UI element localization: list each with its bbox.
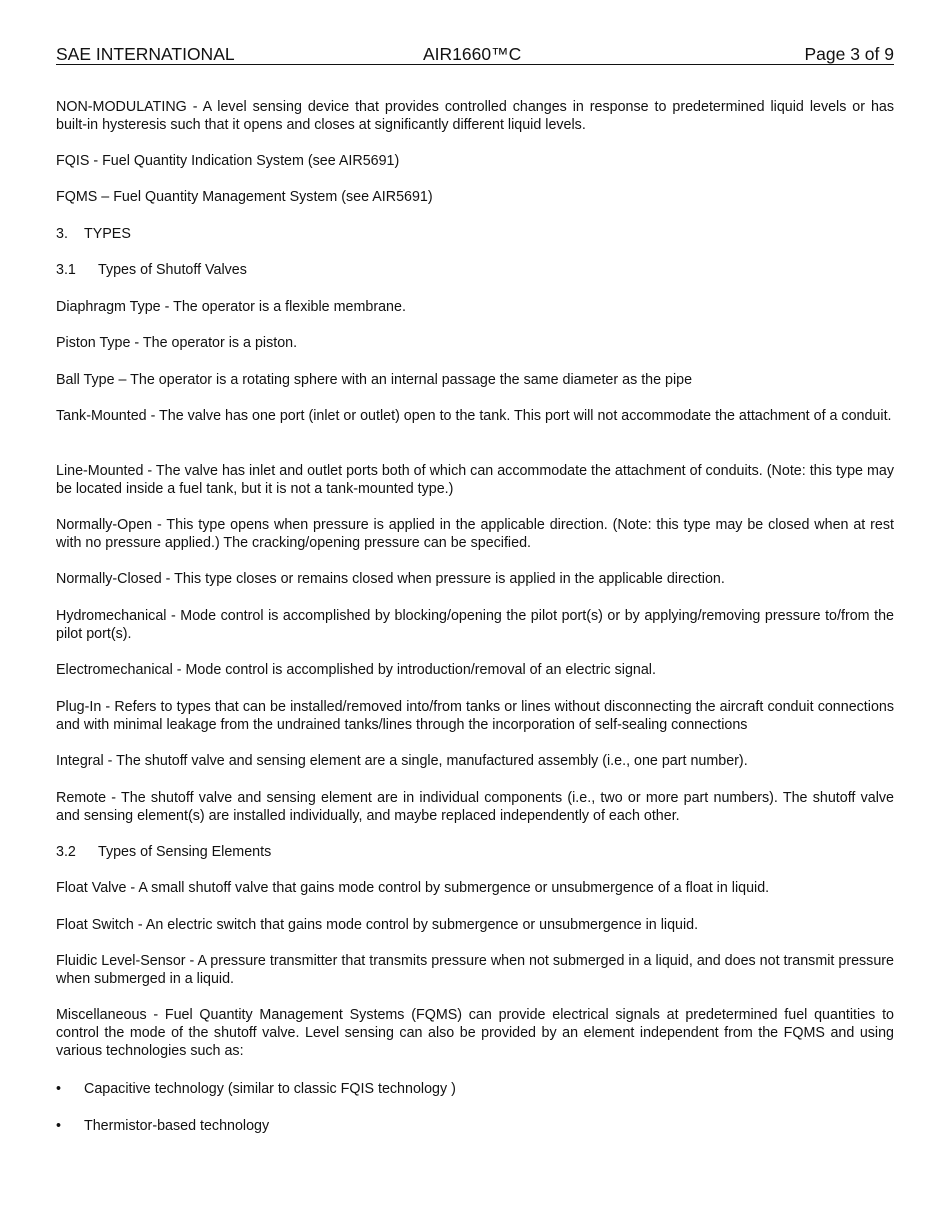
paragraph-fluidic-level-sensor: Fluidic Level-Sensor - A pressure transmitter that transmits pressure when not submerged in a liquid, and does not transmit pressure when submerged in a liquid.: [56, 953, 894, 987]
section-number: 3.: [56, 226, 68, 242]
subsection-number: 3.2: [56, 844, 76, 860]
subsection-title: Types of Sensing Elements: [98, 844, 272, 860]
paragraph-fqis: FQIS - Fuel Quantity Indication System (see AIR5691): [56, 153, 400, 169]
paragraph-electromechanical: Electromechanical - Mode control is accomplished by introduction/removal of an electric signal.: [56, 662, 656, 678]
bullet-icon: •: [56, 1081, 62, 1097]
header-organization: SAE INTERNATIONAL: [56, 44, 235, 64]
page-header: [56, 44, 894, 65]
section-title: TYPES: [84, 226, 131, 242]
paragraph-miscellaneous: Miscellaneous - Fuel Quantity Management Systems (FQMS) can provide electrical signals at predetermined fuel quantities to control the mode of the shutoff valve. Level sensing can also be provided by an element independent from the FQMS and using various technologies such as:: [56, 1007, 894, 1059]
paragraph-ball-type: Ball Type – The operator is a rotating sphere with an internal passage the same diameter as the pipe: [56, 372, 693, 388]
subsection-title: Types of Shutoff Valves: [98, 262, 247, 278]
paragraph-normally-open: Normally-Open - This type opens when pressure is applied in the applicable direction. (Note: this type may be closed when at rest with no pressure applied.) The cracking/opening pressure can be specified.: [56, 517, 894, 551]
paragraph-non-modulating: NON-MODULATING - A level sensing device that provides controlled changes in response to predetermined liquid levels or has built-in hysteresis such that it opens and closes at significantly different liquid levels.: [56, 99, 894, 133]
paragraph-plug-in: Plug-In - Refers to types that can be installed/removed into/from tanks or lines without disconnecting the aircraft conduit connections and with minimal leakage from the undrained tanks/lines through the incorporation of self-sealing connections: [56, 699, 894, 733]
header-page-number: Page 3 of 9: [804, 44, 894, 64]
paragraph-float-valve: Float Valve - A small shutoff valve that gains mode control by submergence or unsubmergence of a float in liquid.: [56, 880, 770, 896]
paragraph-fqms: FQMS – Fuel Quantity Management System (see AIR5691): [56, 189, 433, 205]
paragraph-normally-closed: Normally-Closed - This type closes or remains closed when pressure is applied in the applicable direction.: [56, 571, 725, 587]
paragraph-remote: Remote - The shutoff valve and sensing element are in individual components (i.e., two or more part numbers). The shutoff valve and sensing element(s) are installed individually, and maybe replaced independently of each other.: [56, 790, 894, 824]
paragraph-float-switch: Float Switch - An electric switch that gains mode control by submergence or unsubmergence in liquid.: [56, 917, 699, 933]
paragraph-piston-type: Piston Type - The operator is a piston.: [56, 335, 298, 351]
paragraph-integral: Integral - The shutoff valve and sensing element are a single, manufactured assembly (i.e., one part number).: [56, 753, 748, 769]
paragraph-hydromechanical: Hydromechanical - Mode control is accomplished by blocking/opening the pilot port(s) or by applying/removing pressure to/from the pilot port(s).: [56, 608, 894, 642]
list-item-text: Thermistor-based technology: [84, 1118, 270, 1134]
header-document-id: AIR1660™C: [423, 44, 522, 64]
subsection-heading-sensing-elements: [56, 843, 894, 861]
bullet-icon: •: [56, 1118, 62, 1134]
subsection-number: 3.1: [56, 262, 76, 278]
paragraph-diaphragm-type: Diaphragm Type - The operator is a flexible membrane.: [56, 299, 406, 315]
paragraph-tank-mounted: Tank-Mounted - The valve has one port (inlet or outlet) open to the tank. This port will not accommodate the attachment of a conduit.: [56, 408, 892, 424]
list-item-text: Capacitive technology (similar to classic FQIS technology ): [84, 1081, 456, 1097]
subsection-heading-shutoff-valves: [56, 261, 894, 279]
section-heading-types: [56, 225, 894, 243]
paragraph-line-mounted: Line-Mounted - The valve has inlet and outlet ports both of which can accommodate the attachment of conduits. (Note: this type may be located inside a fuel tank, but it is not a tank-mounted type.): [56, 463, 894, 497]
